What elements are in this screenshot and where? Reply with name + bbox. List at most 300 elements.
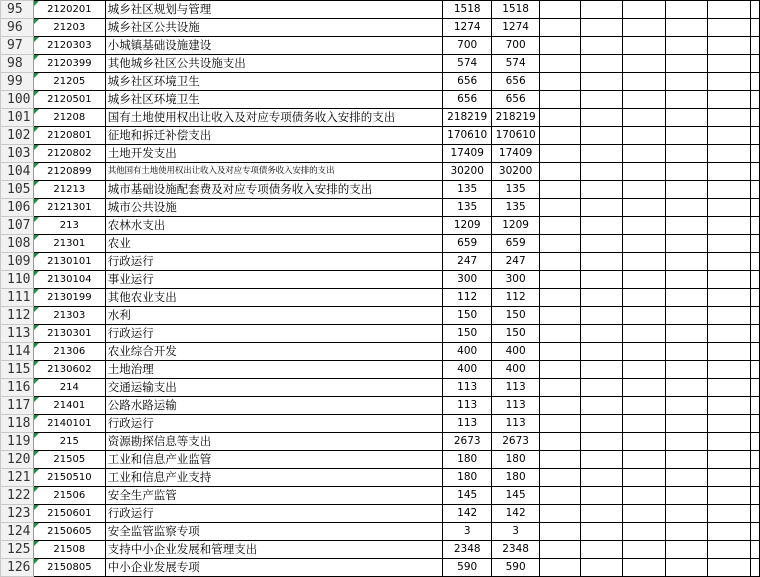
empty-cell[interactable] — [665, 253, 708, 271]
value-cell-2[interactable]: 145 — [492, 487, 540, 505]
name-cell[interactable]: 农林水支出 — [105, 217, 443, 235]
empty-cell[interactable] — [623, 253, 666, 271]
name-cell[interactable]: 征地和拆迁补偿支出 — [105, 127, 443, 145]
value-cell-2[interactable]: 113 — [492, 397, 540, 415]
row-header[interactable]: 103 — [1, 145, 34, 163]
empty-cell[interactable] — [540, 487, 581, 505]
empty-cell[interactable] — [540, 289, 581, 307]
empty-cell[interactable] — [708, 163, 751, 181]
name-cell[interactable]: 小城镇基础设施建设 — [105, 37, 443, 55]
empty-cell[interactable] — [708, 271, 751, 289]
empty-cell[interactable] — [665, 487, 708, 505]
name-cell[interactable]: 安全生产监管 — [105, 487, 443, 505]
empty-cell[interactable] — [751, 73, 760, 91]
empty-cell[interactable] — [623, 217, 666, 235]
empty-cell[interactable] — [665, 523, 708, 541]
row-header[interactable]: 110 — [1, 271, 34, 289]
code-cell[interactable]: 2150510 — [33, 469, 105, 487]
code-cell[interactable]: 2130101 — [33, 253, 105, 271]
value-cell-1[interactable]: 180 — [443, 451, 492, 469]
value-cell-2[interactable]: 1274 — [492, 19, 540, 37]
empty-cell[interactable] — [751, 325, 760, 343]
code-cell[interactable]: 21506 — [33, 487, 105, 505]
empty-cell[interactable] — [540, 397, 581, 415]
empty-cell[interactable] — [580, 145, 623, 163]
empty-cell[interactable] — [580, 289, 623, 307]
empty-cell[interactable] — [540, 361, 581, 379]
value-cell-2[interactable]: 180 — [492, 451, 540, 469]
name-cell[interactable]: 交通运输支出 — [105, 379, 443, 397]
empty-cell[interactable] — [580, 523, 623, 541]
empty-cell[interactable] — [751, 181, 760, 199]
empty-cell[interactable] — [540, 541, 581, 559]
name-cell[interactable]: 安全监管监察专项 — [105, 523, 443, 541]
empty-cell[interactable] — [708, 541, 751, 559]
name-cell[interactable]: 农业综合开发 — [105, 343, 443, 361]
empty-cell[interactable] — [708, 235, 751, 253]
empty-cell[interactable] — [580, 55, 623, 73]
value-cell-2[interactable]: 218219 — [492, 109, 540, 127]
name-cell[interactable]: 工业和信息产业支持 — [105, 469, 443, 487]
empty-cell[interactable] — [580, 559, 623, 577]
value-cell-1[interactable]: 180 — [443, 469, 492, 487]
value-cell-1[interactable]: 656 — [443, 91, 492, 109]
empty-cell[interactable] — [708, 217, 751, 235]
empty-cell[interactable] — [708, 181, 751, 199]
value-cell-1[interactable]: 1518 — [443, 1, 492, 19]
value-cell-1[interactable]: 400 — [443, 361, 492, 379]
empty-cell[interactable] — [580, 235, 623, 253]
name-cell[interactable]: 城乡社区环境卫生 — [105, 91, 443, 109]
empty-cell[interactable] — [665, 325, 708, 343]
code-cell[interactable]: 2140101 — [33, 415, 105, 433]
empty-cell[interactable] — [708, 379, 751, 397]
empty-cell[interactable] — [665, 91, 708, 109]
empty-cell[interactable] — [623, 1, 666, 19]
empty-cell[interactable] — [751, 235, 760, 253]
empty-cell[interactable] — [580, 343, 623, 361]
row-header[interactable]: 114 — [1, 343, 34, 361]
name-cell[interactable]: 事业运行 — [105, 271, 443, 289]
code-cell[interactable]: 21301 — [33, 235, 105, 253]
value-cell-2[interactable]: 180 — [492, 469, 540, 487]
row-header[interactable]: 106 — [1, 199, 34, 217]
row-header[interactable]: 100 — [1, 91, 34, 109]
name-cell[interactable]: 资源勘探信息等支出 — [105, 433, 443, 451]
empty-cell[interactable] — [580, 163, 623, 181]
code-cell[interactable]: 21303 — [33, 307, 105, 325]
empty-cell[interactable] — [708, 505, 751, 523]
row-header[interactable]: 115 — [1, 361, 34, 379]
row-header[interactable]: 123 — [1, 505, 34, 523]
row-header[interactable]: 122 — [1, 487, 34, 505]
empty-cell[interactable] — [580, 433, 623, 451]
empty-cell[interactable] — [623, 235, 666, 253]
empty-cell[interactable] — [665, 37, 708, 55]
name-cell[interactable]: 中小企业发展专项 — [105, 559, 443, 577]
name-cell[interactable]: 其他国有土地使用权出让收入及对应专项债务收入安排的支出 — [105, 163, 443, 181]
empty-cell[interactable] — [580, 127, 623, 145]
empty-cell[interactable] — [623, 343, 666, 361]
value-cell-1[interactable]: 135 — [443, 181, 492, 199]
empty-cell[interactable] — [623, 397, 666, 415]
empty-cell[interactable] — [623, 379, 666, 397]
code-cell[interactable]: 21203 — [33, 19, 105, 37]
empty-cell[interactable] — [623, 469, 666, 487]
name-cell[interactable]: 其他城乡社区公共设施支出 — [105, 55, 443, 73]
empty-cell[interactable] — [708, 523, 751, 541]
row-header[interactable]: 109 — [1, 253, 34, 271]
empty-cell[interactable] — [751, 487, 760, 505]
empty-cell[interactable] — [540, 163, 581, 181]
value-cell-2[interactable]: 170610 — [492, 127, 540, 145]
code-cell[interactable]: 2121301 — [33, 199, 105, 217]
empty-cell[interactable] — [751, 307, 760, 325]
value-cell-2[interactable]: 30200 — [492, 163, 540, 181]
row-header[interactable]: 120 — [1, 451, 34, 469]
empty-cell[interactable] — [623, 325, 666, 343]
value-cell-2[interactable]: 574 — [492, 55, 540, 73]
empty-cell[interactable] — [623, 559, 666, 577]
empty-cell[interactable] — [751, 163, 760, 181]
empty-cell[interactable] — [708, 325, 751, 343]
row-header[interactable]: 107 — [1, 217, 34, 235]
code-cell[interactable]: 213 — [33, 217, 105, 235]
empty-cell[interactable] — [751, 199, 760, 217]
name-cell[interactable]: 土地开发支出 — [105, 145, 443, 163]
empty-cell[interactable] — [751, 109, 760, 127]
name-cell[interactable]: 土地治理 — [105, 361, 443, 379]
empty-cell[interactable] — [665, 559, 708, 577]
empty-cell[interactable] — [708, 343, 751, 361]
empty-cell[interactable] — [751, 343, 760, 361]
code-cell[interactable]: 2120201 — [33, 1, 105, 19]
empty-cell[interactable] — [708, 145, 751, 163]
empty-cell[interactable] — [540, 433, 581, 451]
value-cell-1[interactable]: 1209 — [443, 217, 492, 235]
empty-cell[interactable] — [623, 505, 666, 523]
empty-cell[interactable] — [665, 199, 708, 217]
code-cell[interactable]: 21508 — [33, 541, 105, 559]
empty-cell[interactable] — [623, 271, 666, 289]
empty-cell[interactable] — [665, 343, 708, 361]
empty-cell[interactable] — [708, 73, 751, 91]
empty-cell[interactable] — [751, 37, 760, 55]
code-cell[interactable]: 2120801 — [33, 127, 105, 145]
empty-cell[interactable] — [708, 1, 751, 19]
empty-cell[interactable] — [623, 289, 666, 307]
value-cell-2[interactable]: 150 — [492, 325, 540, 343]
row-header[interactable]: 111 — [1, 289, 34, 307]
value-cell-1[interactable]: 2348 — [443, 541, 492, 559]
empty-cell[interactable] — [580, 541, 623, 559]
code-cell[interactable]: 2120802 — [33, 145, 105, 163]
code-cell[interactable]: 2120399 — [33, 55, 105, 73]
empty-cell[interactable] — [623, 433, 666, 451]
empty-cell[interactable] — [623, 199, 666, 217]
empty-cell[interactable] — [540, 37, 581, 55]
empty-cell[interactable] — [708, 127, 751, 145]
empty-cell[interactable] — [540, 55, 581, 73]
value-cell-2[interactable]: 2348 — [492, 541, 540, 559]
empty-cell[interactable] — [708, 199, 751, 217]
empty-cell[interactable] — [751, 469, 760, 487]
empty-cell[interactable] — [708, 253, 751, 271]
empty-cell[interactable] — [751, 217, 760, 235]
value-cell-2[interactable]: 1518 — [492, 1, 540, 19]
empty-cell[interactable] — [580, 109, 623, 127]
code-cell[interactable]: 2130104 — [33, 271, 105, 289]
name-cell[interactable]: 行政运行 — [105, 253, 443, 271]
value-cell-1[interactable]: 247 — [443, 253, 492, 271]
code-cell[interactable]: 2120899 — [33, 163, 105, 181]
value-cell-1[interactable]: 113 — [443, 415, 492, 433]
value-cell-2[interactable]: 150 — [492, 307, 540, 325]
value-cell-2[interactable]: 135 — [492, 199, 540, 217]
code-cell[interactable]: 21208 — [33, 109, 105, 127]
value-cell-2[interactable]: 113 — [492, 379, 540, 397]
empty-cell[interactable] — [751, 415, 760, 433]
empty-cell[interactable] — [540, 19, 581, 37]
name-cell[interactable]: 行政运行 — [105, 505, 443, 523]
empty-cell[interactable] — [540, 469, 581, 487]
empty-cell[interactable] — [580, 451, 623, 469]
value-cell-1[interactable]: 112 — [443, 289, 492, 307]
empty-cell[interactable] — [751, 397, 760, 415]
row-header[interactable]: 112 — [1, 307, 34, 325]
value-cell-2[interactable]: 113 — [492, 415, 540, 433]
value-cell-2[interactable]: 400 — [492, 361, 540, 379]
row-header[interactable]: 113 — [1, 325, 34, 343]
empty-cell[interactable] — [665, 541, 708, 559]
empty-cell[interactable] — [751, 253, 760, 271]
row-header[interactable]: 119 — [1, 433, 34, 451]
value-cell-1[interactable]: 113 — [443, 379, 492, 397]
code-cell[interactable]: 214 — [33, 379, 105, 397]
empty-cell[interactable] — [540, 343, 581, 361]
row-header[interactable]: 98 — [1, 55, 34, 73]
row-header[interactable]: 99 — [1, 73, 34, 91]
value-cell-1[interactable]: 150 — [443, 307, 492, 325]
value-cell-2[interactable]: 590 — [492, 559, 540, 577]
empty-cell[interactable] — [751, 451, 760, 469]
empty-cell[interactable] — [751, 1, 760, 19]
empty-cell[interactable] — [708, 37, 751, 55]
row-header[interactable]: 104 — [1, 163, 34, 181]
value-cell-1[interactable]: 659 — [443, 235, 492, 253]
empty-cell[interactable] — [665, 469, 708, 487]
empty-cell[interactable] — [580, 91, 623, 109]
empty-cell[interactable] — [580, 37, 623, 55]
empty-cell[interactable] — [708, 559, 751, 577]
code-cell[interactable]: 21306 — [33, 343, 105, 361]
row-header[interactable]: 126 — [1, 559, 34, 577]
value-cell-2[interactable]: 300 — [492, 271, 540, 289]
empty-cell[interactable] — [751, 289, 760, 307]
empty-cell[interactable] — [665, 109, 708, 127]
value-cell-2[interactable]: 656 — [492, 73, 540, 91]
empty-cell[interactable] — [580, 1, 623, 19]
name-cell[interactable]: 国有土地使用权出让收入及对应专项债务收入安排的支出 — [105, 109, 443, 127]
code-cell[interactable]: 215 — [33, 433, 105, 451]
empty-cell[interactable] — [708, 397, 751, 415]
empty-cell[interactable] — [540, 217, 581, 235]
empty-cell[interactable] — [665, 163, 708, 181]
value-cell-1[interactable]: 574 — [443, 55, 492, 73]
name-cell[interactable]: 其他农业支出 — [105, 289, 443, 307]
empty-cell[interactable] — [540, 199, 581, 217]
empty-cell[interactable] — [580, 505, 623, 523]
empty-cell[interactable] — [623, 37, 666, 55]
empty-cell[interactable] — [623, 541, 666, 559]
empty-cell[interactable] — [623, 451, 666, 469]
empty-cell[interactable] — [540, 127, 581, 145]
empty-cell[interactable] — [751, 19, 760, 37]
value-cell-2[interactable]: 656 — [492, 91, 540, 109]
row-header[interactable]: 121 — [1, 469, 34, 487]
empty-cell[interactable] — [540, 235, 581, 253]
name-cell[interactable]: 水利 — [105, 307, 443, 325]
name-cell[interactable]: 城乡社区公共设施 — [105, 19, 443, 37]
value-cell-1[interactable]: 218219 — [443, 109, 492, 127]
empty-cell[interactable] — [665, 379, 708, 397]
empty-cell[interactable] — [665, 451, 708, 469]
code-cell[interactable]: 2150805 — [33, 559, 105, 577]
empty-cell[interactable] — [708, 487, 751, 505]
empty-cell[interactable] — [665, 415, 708, 433]
empty-cell[interactable] — [540, 91, 581, 109]
empty-cell[interactable] — [623, 127, 666, 145]
value-cell-1[interactable]: 700 — [443, 37, 492, 55]
empty-cell[interactable] — [623, 109, 666, 127]
empty-cell[interactable] — [580, 307, 623, 325]
empty-cell[interactable] — [540, 271, 581, 289]
value-cell-1[interactable]: 656 — [443, 73, 492, 91]
empty-cell[interactable] — [580, 487, 623, 505]
value-cell-2[interactable]: 135 — [492, 181, 540, 199]
code-cell[interactable]: 2120303 — [33, 37, 105, 55]
value-cell-1[interactable]: 170610 — [443, 127, 492, 145]
empty-cell[interactable] — [540, 307, 581, 325]
empty-cell[interactable] — [623, 91, 666, 109]
value-cell-1[interactable]: 135 — [443, 199, 492, 217]
empty-cell[interactable] — [708, 469, 751, 487]
empty-cell[interactable] — [623, 523, 666, 541]
empty-cell[interactable] — [665, 145, 708, 163]
empty-cell[interactable] — [540, 325, 581, 343]
row-header[interactable]: 125 — [1, 541, 34, 559]
value-cell-1[interactable]: 400 — [443, 343, 492, 361]
empty-cell[interactable] — [540, 73, 581, 91]
empty-cell[interactable] — [665, 505, 708, 523]
empty-cell[interactable] — [708, 109, 751, 127]
empty-cell[interactable] — [580, 325, 623, 343]
empty-cell[interactable] — [751, 433, 760, 451]
empty-cell[interactable] — [623, 487, 666, 505]
value-cell-1[interactable]: 1274 — [443, 19, 492, 37]
empty-cell[interactable] — [665, 397, 708, 415]
name-cell[interactable]: 行政运行 — [105, 325, 443, 343]
empty-cell[interactable] — [665, 433, 708, 451]
row-header[interactable]: 118 — [1, 415, 34, 433]
empty-cell[interactable] — [540, 505, 581, 523]
empty-cell[interactable] — [540, 145, 581, 163]
empty-cell[interactable] — [540, 523, 581, 541]
empty-cell[interactable] — [580, 271, 623, 289]
value-cell-1[interactable]: 113 — [443, 397, 492, 415]
empty-cell[interactable] — [580, 73, 623, 91]
empty-cell[interactable] — [665, 307, 708, 325]
value-cell-2[interactable]: 17409 — [492, 145, 540, 163]
empty-cell[interactable] — [751, 145, 760, 163]
value-cell-1[interactable]: 2673 — [443, 433, 492, 451]
value-cell-2[interactable]: 142 — [492, 505, 540, 523]
empty-cell[interactable] — [623, 163, 666, 181]
empty-cell[interactable] — [623, 145, 666, 163]
value-cell-1[interactable]: 30200 — [443, 163, 492, 181]
empty-cell[interactable] — [580, 19, 623, 37]
empty-cell[interactable] — [751, 559, 760, 577]
code-cell[interactable]: 21505 — [33, 451, 105, 469]
empty-cell[interactable] — [540, 415, 581, 433]
name-cell[interactable]: 城乡社区规划与管理 — [105, 1, 443, 19]
value-cell-1[interactable]: 300 — [443, 271, 492, 289]
empty-cell[interactable] — [708, 433, 751, 451]
empty-cell[interactable] — [751, 361, 760, 379]
name-cell[interactable]: 公路水路运输 — [105, 397, 443, 415]
empty-cell[interactable] — [751, 55, 760, 73]
empty-cell[interactable] — [708, 19, 751, 37]
value-cell-1[interactable]: 145 — [443, 487, 492, 505]
value-cell-2[interactable]: 112 — [492, 289, 540, 307]
empty-cell[interactable] — [665, 1, 708, 19]
empty-cell[interactable] — [665, 73, 708, 91]
empty-cell[interactable] — [665, 289, 708, 307]
name-cell[interactable]: 工业和信息产业监管 — [105, 451, 443, 469]
empty-cell[interactable] — [751, 523, 760, 541]
value-cell-1[interactable]: 590 — [443, 559, 492, 577]
empty-cell[interactable] — [665, 361, 708, 379]
empty-cell[interactable] — [540, 451, 581, 469]
value-cell-2[interactable]: 3 — [492, 523, 540, 541]
code-cell[interactable]: 2130602 — [33, 361, 105, 379]
empty-cell[interactable] — [665, 127, 708, 145]
code-cell[interactable]: 21401 — [33, 397, 105, 415]
name-cell[interactable]: 支持中小企业发展和管理支出 — [105, 541, 443, 559]
empty-cell[interactable] — [623, 181, 666, 199]
empty-cell[interactable] — [623, 55, 666, 73]
empty-cell[interactable] — [665, 217, 708, 235]
value-cell-2[interactable]: 247 — [492, 253, 540, 271]
empty-cell[interactable] — [751, 91, 760, 109]
value-cell-2[interactable]: 400 — [492, 343, 540, 361]
empty-cell[interactable] — [580, 199, 623, 217]
empty-cell[interactable] — [751, 379, 760, 397]
empty-cell[interactable] — [623, 73, 666, 91]
empty-cell[interactable] — [665, 19, 708, 37]
row-header[interactable]: 124 — [1, 523, 34, 541]
empty-cell[interactable] — [665, 55, 708, 73]
empty-cell[interactable] — [580, 181, 623, 199]
empty-cell[interactable] — [665, 271, 708, 289]
code-cell[interactable]: 21213 — [33, 181, 105, 199]
name-cell[interactable]: 城乡社区环境卫生 — [105, 73, 443, 91]
empty-cell[interactable] — [540, 181, 581, 199]
empty-cell[interactable] — [580, 361, 623, 379]
row-header[interactable]: 97 — [1, 37, 34, 55]
code-cell[interactable]: 21205 — [33, 73, 105, 91]
value-cell-2[interactable]: 700 — [492, 37, 540, 55]
